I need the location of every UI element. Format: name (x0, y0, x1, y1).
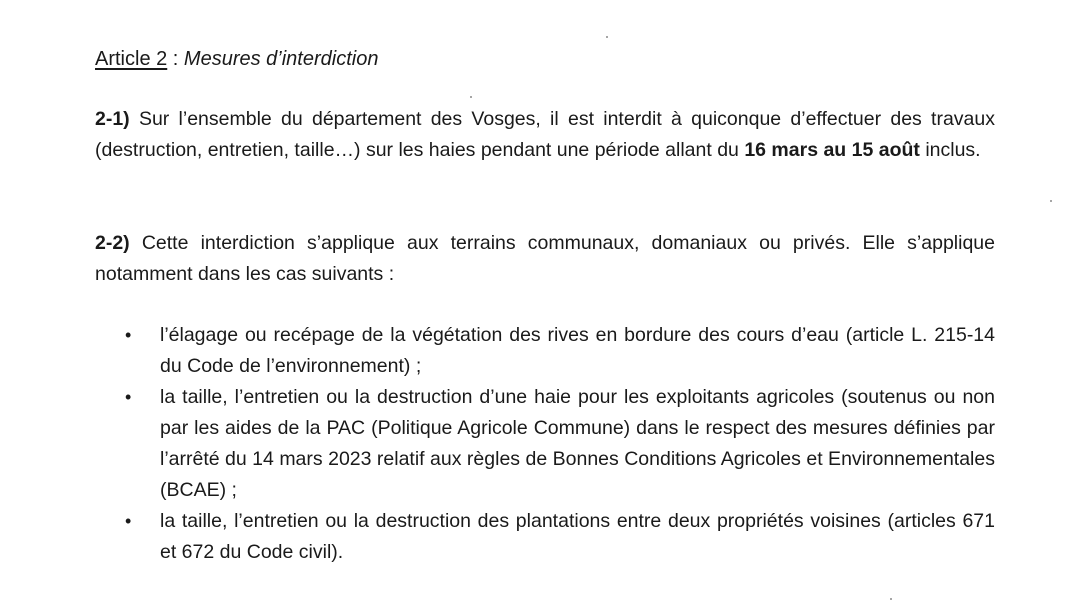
scan-speck (890, 598, 892, 600)
cases-list (125, 320, 995, 568)
paragraph-number: 2-2) (95, 232, 130, 254)
bullet-icon: • (125, 325, 132, 345)
list-item (125, 506, 995, 568)
heading-separator: : (167, 48, 184, 70)
paragraph-number: 2-1) (95, 108, 130, 130)
paragraph-text: Cette interdiction s’applique aux terrains communaux, domaniaux ou privés. Elle s’applique notamment dans les cas suivants : (95, 232, 995, 285)
bullet-icon: • (125, 387, 132, 407)
paragraph-2-2 (95, 228, 995, 290)
list-item (125, 320, 995, 382)
period-dates: 16 mars au 15 août (744, 139, 920, 161)
article-number: Article 2 (95, 48, 168, 70)
paragraph-2-1 (95, 104, 995, 166)
scan-speck (606, 36, 608, 38)
paragraph-text-end: inclus. (919, 139, 981, 161)
article-heading (95, 46, 378, 72)
scan-speck (470, 96, 472, 98)
list-item-text: l’élagage ou recépage de la végétation des rives en bordure des cours d’eau (article L. 215-14 du Code de l’environnement) ; (160, 324, 995, 377)
paragraph-text: Sur l’ensemble du département des Vosges, il est interdit à quiconque d’effectuer des travaux (destruction, entretien, taille…) sur les haies pendant une période allant du (95, 108, 995, 161)
list-item-text: la taille, l’entretien ou la destruction d’une haie pour les exploitants agricoles (soutenus ou non par les aides de la PAC (Politique Agricole Commune) dans le respect des mesures définies par l’arrêté du 14 mars 2023 relatif aux règles de Bonnes Conditions Agricoles et Environnementales (BCAE) ; (160, 386, 995, 501)
scan-speck (1050, 200, 1052, 202)
list-item-text: la taille, l’entretien ou la destruction des plantations entre deux propriétés voisines (articles 671 et 672 du Code civil). (160, 510, 995, 563)
article-title: Mesures d’interdiction (183, 48, 379, 70)
list-item (125, 382, 995, 506)
bullet-icon: • (125, 511, 132, 531)
